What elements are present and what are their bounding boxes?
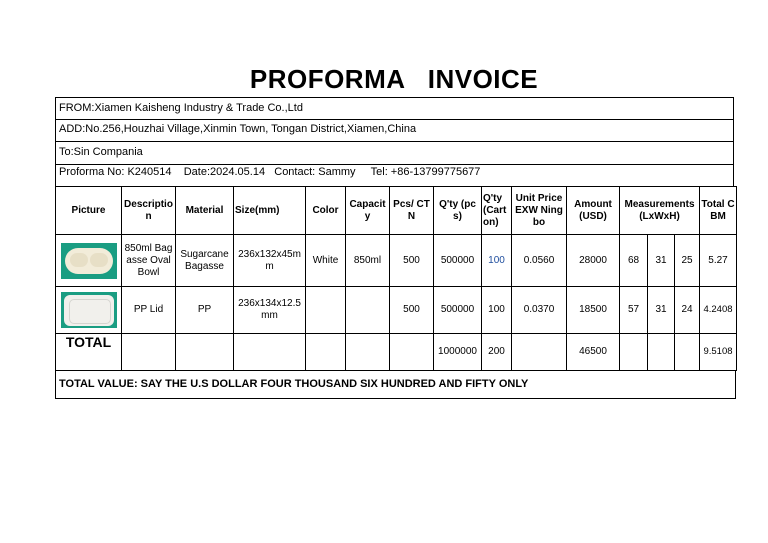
to-line: To:Sin Compania: [55, 142, 734, 165]
totals-row: [56, 334, 737, 371]
header-capacity: Capacity: [346, 187, 390, 235]
item-qty-pcs: 500000: [434, 287, 482, 334]
header-measurements: Measurements(LxWxH): [620, 187, 700, 235]
header-size: Size(mm): [234, 187, 306, 235]
item-pcs-ctn: 500: [390, 287, 434, 334]
item-qty-pcs: 500000: [434, 235, 482, 287]
item-picture: [56, 235, 122, 287]
header-unit-price: Unit Price EXW Ningbo: [512, 187, 567, 235]
item-pcs-ctn: 500: [390, 235, 434, 287]
item-amount: 18500: [567, 287, 620, 334]
item-total-cbm: 5.27: [700, 235, 737, 287]
item-capacity: 850ml: [346, 235, 390, 287]
item-qty-carton: 100: [482, 287, 512, 334]
item-description: PP Lid: [122, 287, 176, 334]
item-description: 850ml Bagasse Oval Bowl: [122, 235, 176, 287]
item-amount: 28000: [567, 235, 620, 287]
bagasse-bowl-image: [61, 243, 117, 279]
header-picture: Picture: [56, 187, 122, 235]
document-title: PROFORMA INVOICE: [249, 64, 539, 94]
item-material: PP: [176, 287, 234, 334]
total-amount: 46500: [567, 334, 620, 371]
item-size: 236x134x12.5mm: [234, 287, 306, 334]
item-color: White: [306, 235, 346, 287]
header-description: Description: [122, 187, 176, 235]
item-meas-w: 31: [648, 287, 675, 334]
item-size: 236x132x45mm: [234, 235, 306, 287]
total-qty-carton: 200: [482, 334, 512, 371]
total-value-text: TOTAL VALUE: SAY THE U.S DOLLAR FOUR THOUSAND SIX HUNDRED AND FIFTY ONLY: [55, 370, 736, 399]
item-meas-h: 24: [675, 287, 700, 334]
invoice-items-table: [55, 186, 737, 371]
item-color: [306, 287, 346, 334]
item-meas-w: 31: [648, 235, 675, 287]
total-label: TOTAL: [56, 334, 122, 371]
meta-line: Proforma No: K240514 Date:2024.05.14 Contact: Sammy Tel: +86-13799775677: [55, 165, 734, 187]
header-pcs-ctn: Pcs/ CTN: [390, 187, 434, 235]
header-total-cbm: Total CBM: [700, 187, 737, 235]
header-qty-pcs: Q'ty (pcs): [434, 187, 482, 235]
item-qty-carton: 100: [482, 235, 512, 287]
table-row: [56, 287, 737, 334]
total-qty-pcs: 1000000: [434, 334, 482, 371]
pp-lid-image: [61, 292, 117, 328]
item-total-cbm: 4.2408: [700, 287, 737, 334]
from-line: FROM:Xiamen Kaisheng Industry & Trade Co.,Ltd: [55, 97, 734, 120]
total-cbm: 9.5108: [700, 334, 737, 371]
item-meas-l: 57: [620, 287, 648, 334]
item-picture: [56, 287, 122, 334]
item-unit-price: 0.0370: [512, 287, 567, 334]
item-meas-l: 68: [620, 235, 648, 287]
item-meas-h: 25: [675, 235, 700, 287]
table-header-row: [56, 187, 737, 235]
item-material: Sugarcane Bagasse: [176, 235, 234, 287]
table-row: [56, 235, 737, 287]
header-amount: Amount (USD): [567, 187, 620, 235]
header-material: Material: [176, 187, 234, 235]
header-qty-carton: Q'ty (Carton): [482, 187, 512, 235]
item-capacity: [346, 287, 390, 334]
address-line: ADD:No.256,Houzhai Village,Xinmin Town, Tongan District,Xiamen,China: [55, 119, 734, 142]
item-unit-price: 0.0560: [512, 235, 567, 287]
header-color: Color: [306, 187, 346, 235]
